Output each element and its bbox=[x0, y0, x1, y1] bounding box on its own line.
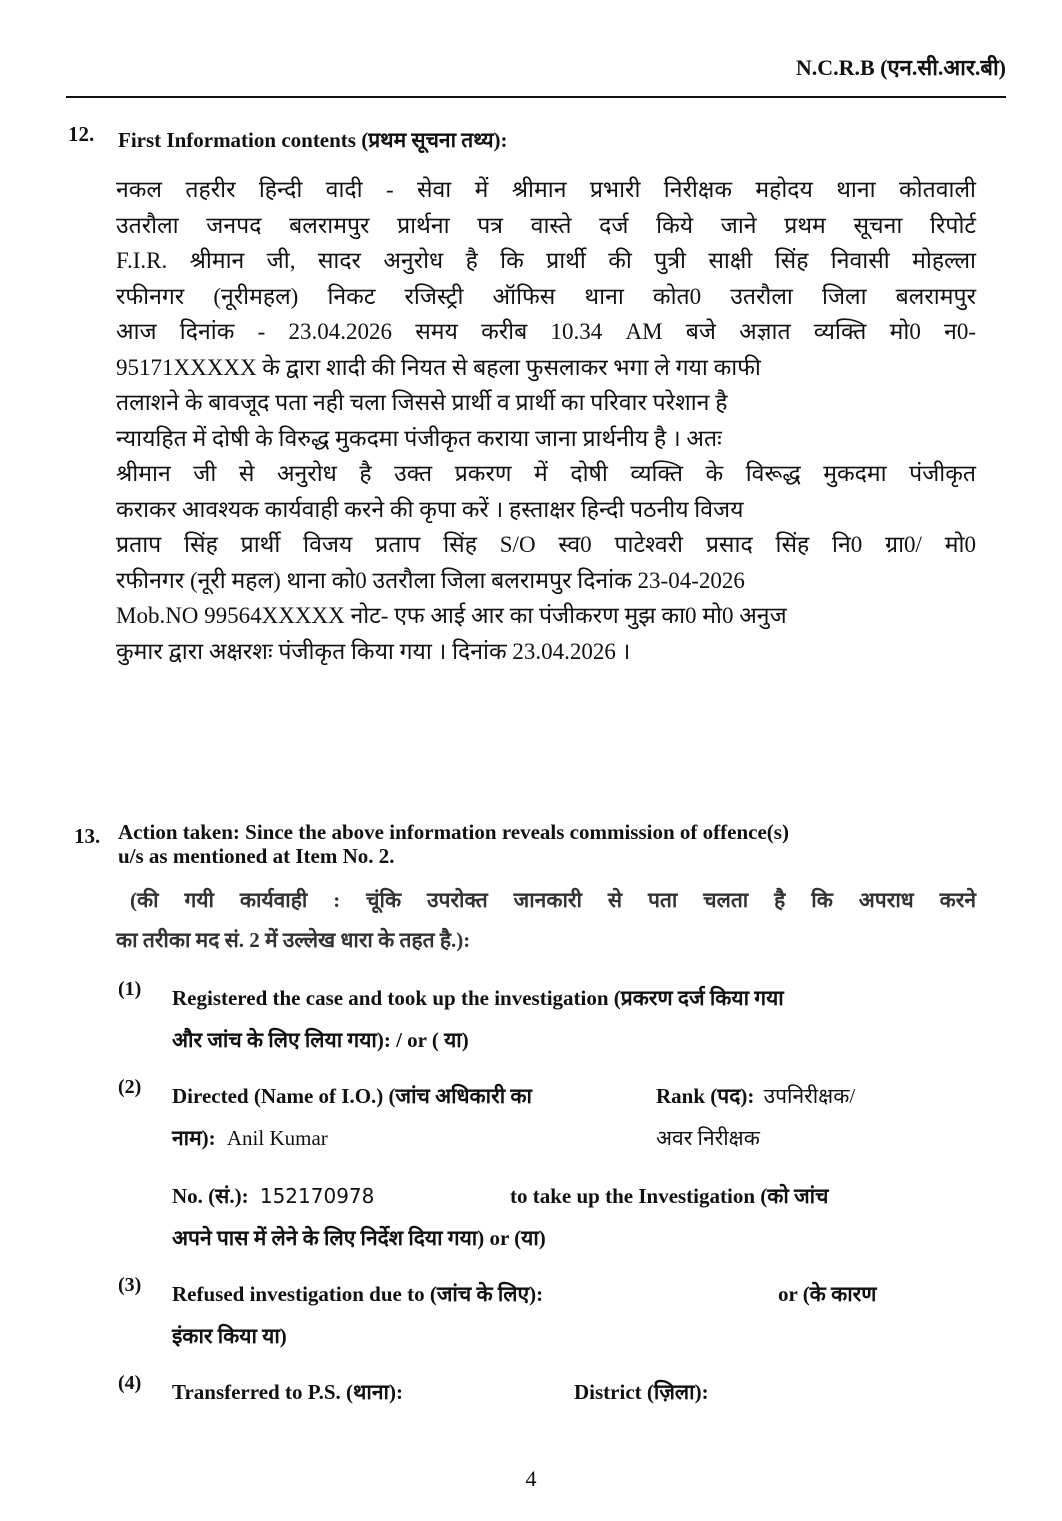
io-label-line1: Directed (Name of I.O.) (जांच अधिकारी का bbox=[172, 1084, 532, 1108]
item-1-number: (1) bbox=[118, 978, 142, 1000]
io-label-line2: नाम): bbox=[172, 1126, 216, 1150]
fir-line: तलाशने के बावजूद पता नही चला जिससे प्रार्थी व प्रार्थी का परिवार परेशान है bbox=[116, 390, 728, 415]
section-13-hindi-title bbox=[116, 880, 976, 960]
fir-line: 95171XXXXX के द्वारा शादी की नियत से बहला फुसलाकर भगा ले गया काफी bbox=[116, 354, 761, 380]
fir-line: कराकर आवश्यक कार्यवाही करने की कृपा करें । हस्ताक्षर हिन्दी पठनीय विजय bbox=[116, 496, 744, 522]
fir-line: नकल तहरीर हिन्दी वादी - सेवा में श्रीमान प्रभारी निरीक्षक महोदय थाना कोतवाली bbox=[116, 177, 976, 202]
fir-line: प्रताप सिंह प्रार्थी विजय प्रताप सिंह S/O स्व0 पाटेश्वरी प्रसाद सिंह नि0 ग्रा0/ मो0 bbox=[116, 532, 976, 557]
section-12-title: First Information contents (प्रथम सूचना तथ्य): bbox=[118, 128, 508, 152]
transferred-ps-label: Transferred to P.S. (थाना): bbox=[172, 1380, 403, 1404]
item-1-line2: और जांच के लिए लिया गया): / or ( या) bbox=[172, 1028, 469, 1052]
document-header: N.C.R.B (एन.सी.आर.बी) bbox=[795, 55, 1006, 80]
refused-line2: इंकार किया या) bbox=[172, 1324, 287, 1348]
header-divider bbox=[66, 96, 1006, 98]
io-name-value: Anil Kumar bbox=[226, 1126, 328, 1150]
section-13-title bbox=[118, 820, 978, 868]
item-4-number: (4) bbox=[118, 1372, 142, 1394]
rank-value-line1: उपनिरीक्षक/ bbox=[763, 1084, 856, 1108]
io-name-line bbox=[172, 1124, 328, 1152]
fir-line: आज दिनांक - 23.04.2026 समय करीब 10.34 AM बजे अज्ञात व्यक्ति मो0 न0- bbox=[116, 319, 976, 344]
page-number: 4 bbox=[525, 1466, 537, 1491]
item-2-number: (2) bbox=[118, 1076, 142, 1098]
fir-line: कुमार द्वारा अक्षरशः पंजीकृत किया गया । दिनांक 23.04.2026 । bbox=[116, 638, 631, 664]
fir-line: रफीनगर (नूरीमहल) निकट रजिस्ट्री ऑफिस थाना कोत0 उतरौला जिला बलरामपुर bbox=[116, 283, 976, 309]
fir-line: न्यायहित में दोषी के विरुद्ध मुकदमा पंजीकृत कराया जाना प्रार्थनीय है । अतः bbox=[116, 425, 722, 451]
fir-line: F.I.R. श्रीमान जी, सादर अनुरोध है कि प्रार्थी की पुत्री साक्षी सिंह निवासी मोहल्ला bbox=[116, 248, 976, 273]
rank-label: Rank (पद): bbox=[656, 1084, 755, 1108]
take-up-line2: अपने पास में लेने के लिए निर्देश दिया गया) or (या) bbox=[172, 1226, 546, 1250]
section-13-hindi-line1: (की गयी कार्यवाही : चूंकि उपरोक्त जानकारी से पता चलता है कि अपराध करने bbox=[130, 888, 976, 912]
section-13-hindi-line2: का तरीका मद सं. 2 में उल्लेख धारा के तहत है.): bbox=[116, 928, 471, 952]
section-13-number: 13. bbox=[74, 824, 101, 848]
io-number-line bbox=[172, 1182, 374, 1210]
fir-line: रफीनगर (नूरी महल) थाना को0 उतरौला जिला बलरामपुर दिनांक 23-04-2026 bbox=[116, 567, 745, 593]
refused-label: Refused investigation due to (जांच के लिए): bbox=[172, 1282, 544, 1306]
io-number-label: No. (सं.): bbox=[172, 1184, 249, 1208]
io-number-value: 152170978 bbox=[259, 1184, 375, 1208]
section-13-title-line2: u/s as mentioned at Item No. 2. bbox=[118, 844, 395, 868]
fir-line: श्रीमान जी से अनुरोध है उक्त प्रकरण में दोषी व्यक्ति के विरूद्ध मुकदमा पंजीकृत bbox=[116, 461, 976, 486]
section-13-title-line1: Action taken: Since the above information reveals commission of offence(s) bbox=[118, 820, 789, 844]
fir-line: Mob.NO 99564XXXXX नोट- एफ आई आर का पंजीकरण मुझ का0 मो0 अनुज bbox=[116, 603, 787, 628]
item-3-number: (3) bbox=[118, 1274, 142, 1296]
refused-or-label: or (के कारण bbox=[778, 1282, 877, 1306]
section-12-number: 12. bbox=[68, 122, 95, 146]
district-label: District (ज़िला): bbox=[574, 1380, 709, 1404]
fir-contents bbox=[116, 172, 976, 669]
rank-line bbox=[656, 1082, 855, 1110]
take-up-line1: to take up the Investigation (को जांच bbox=[510, 1184, 829, 1208]
item-1-line1: Registered the case and took up the investigation (प्रकरण दर्ज किया गया bbox=[172, 986, 784, 1010]
fir-line: उतरौला जनपद बलरामपुर प्रार्थना पत्र वास्ते दर्ज किये जाने प्रथम सूचना रिपोर्ट bbox=[116, 212, 976, 238]
rank-value-line2: अवर निरीक्षक bbox=[656, 1126, 760, 1150]
